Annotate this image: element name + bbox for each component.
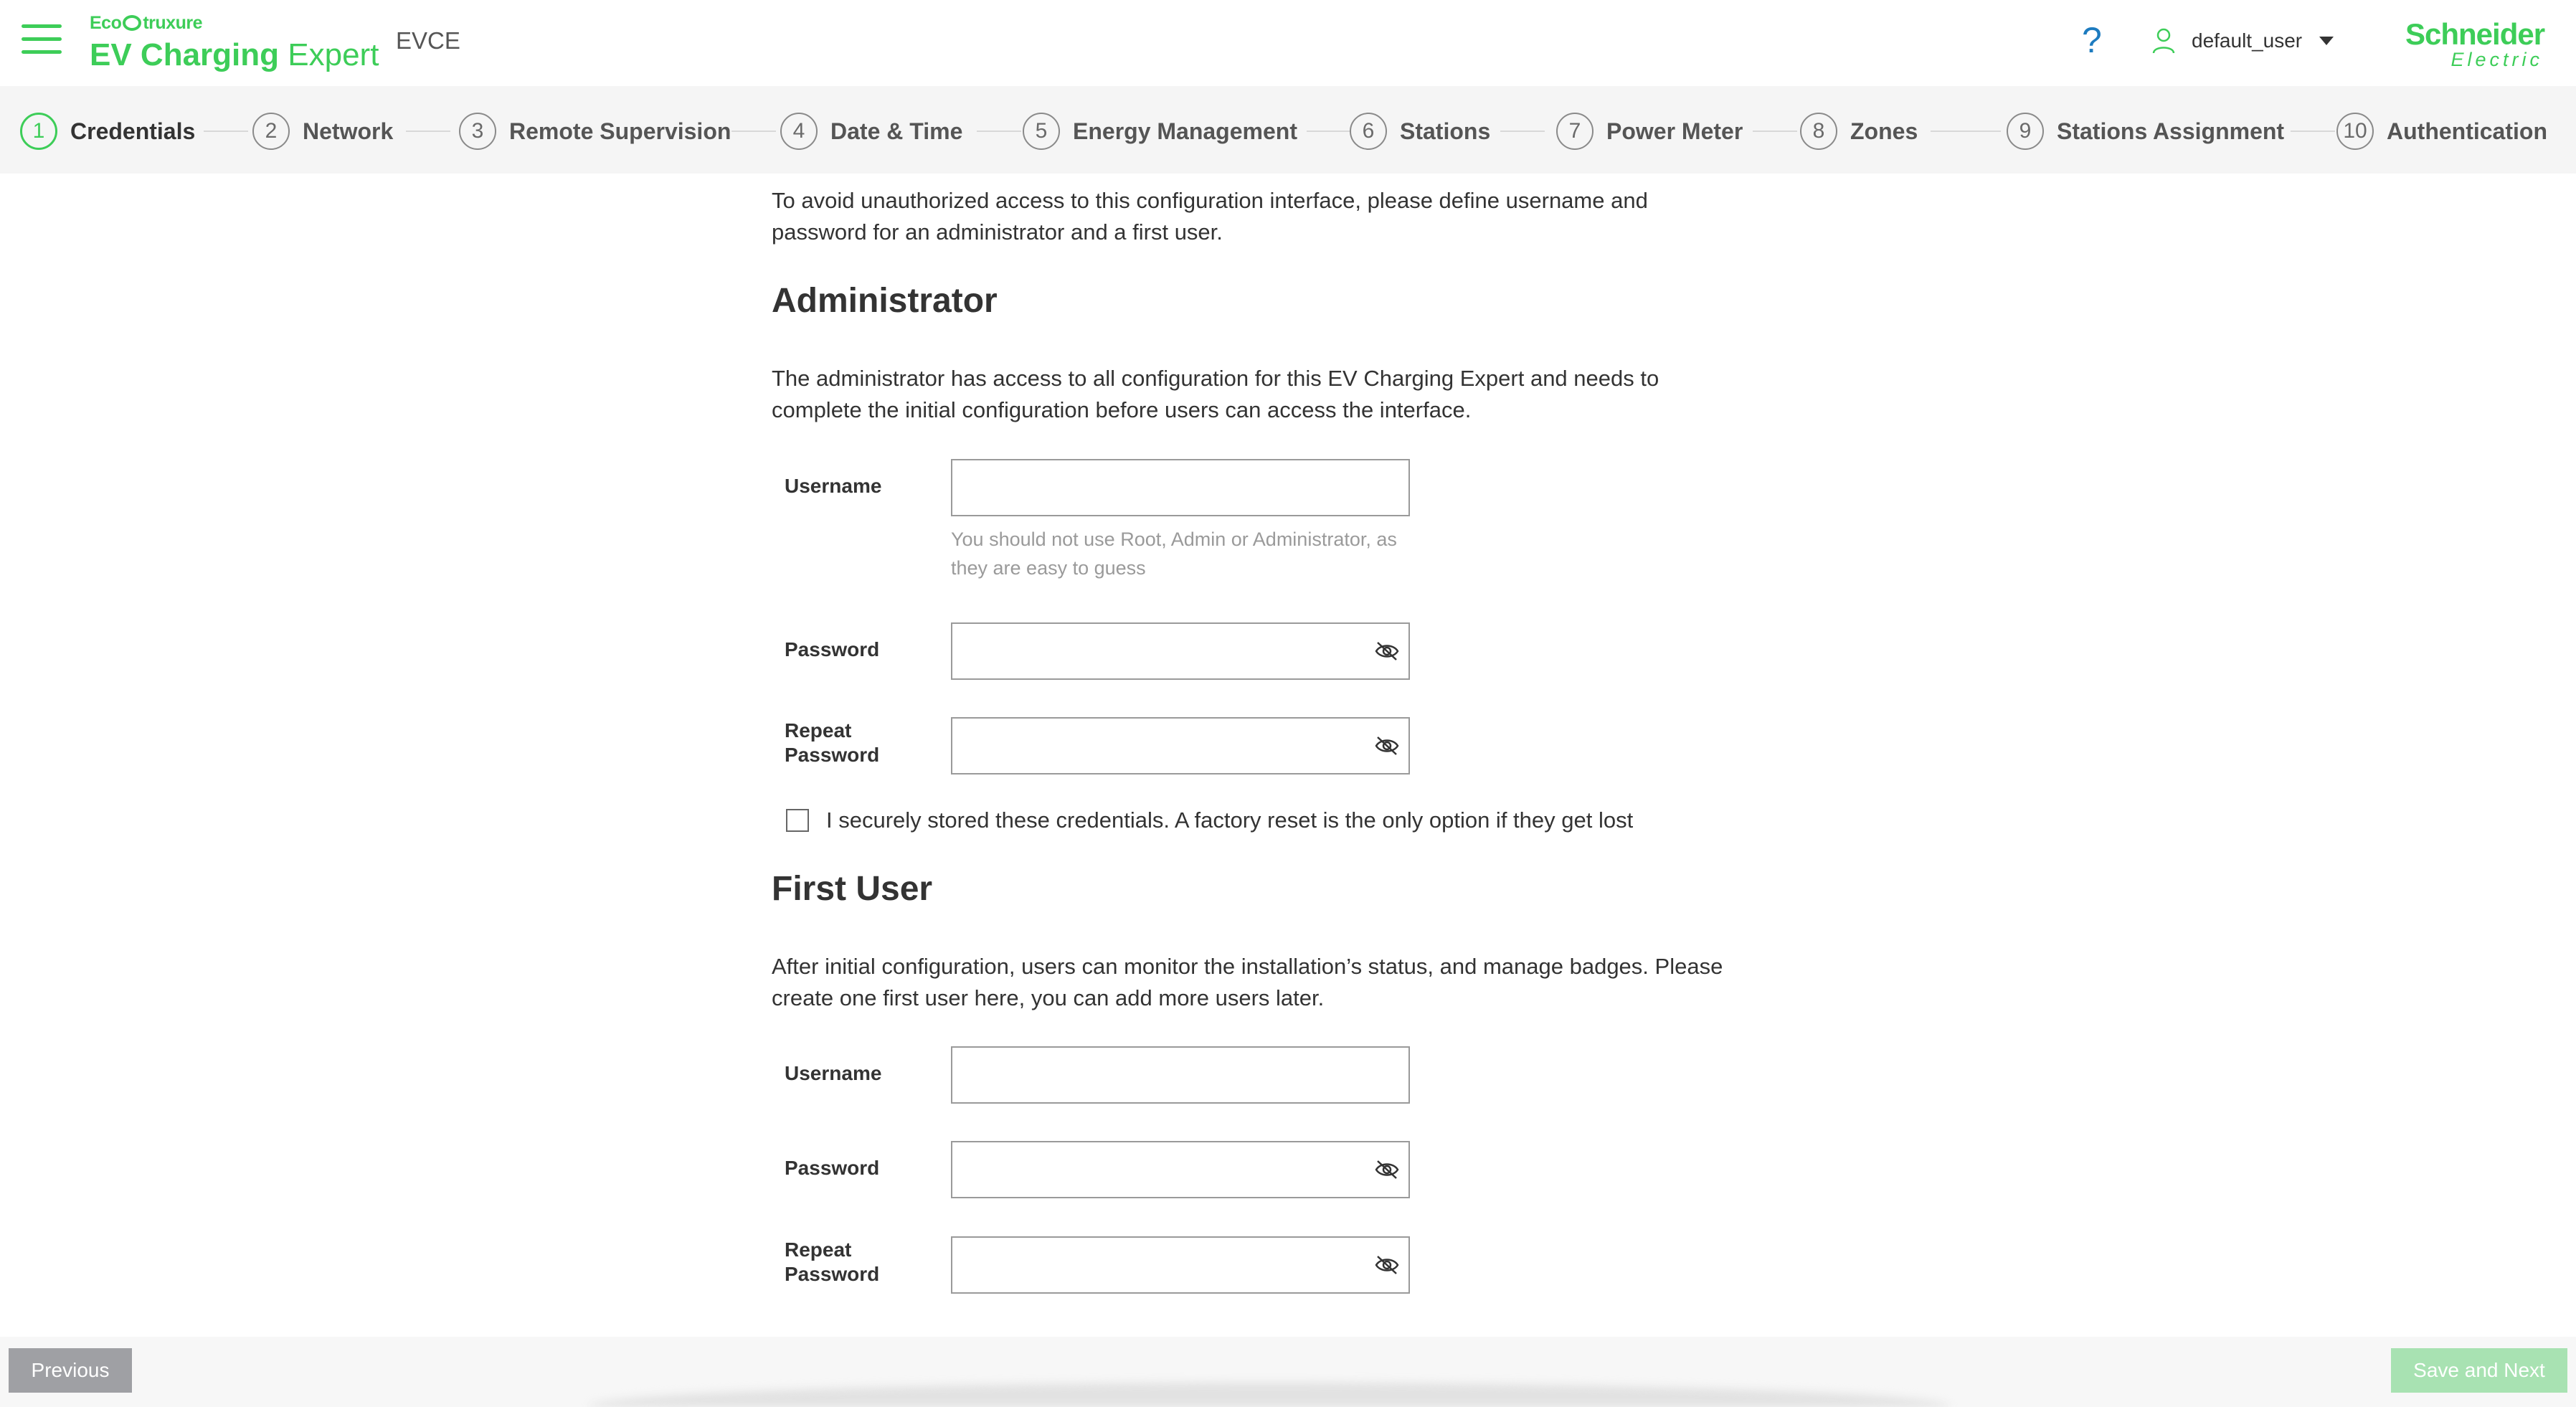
step-number: 6 (1350, 113, 1387, 150)
admin-password-label: Password (785, 638, 880, 660)
hamburger-menu-icon[interactable] (22, 23, 62, 56)
step-number: 8 (1800, 113, 1837, 150)
user-password-input[interactable] (951, 1141, 1410, 1198)
step-label: Authentication (2387, 118, 2547, 144)
step-number: 3 (459, 113, 496, 150)
first-user-title: First User (772, 870, 933, 908)
credentials-stored-label: I securely stored these credentials. A factory reset is the only option if they get lost (826, 807, 1634, 833)
admin-username-label: Username (785, 475, 882, 497)
user-icon (2151, 27, 2176, 55)
step-date-time[interactable] (780, 112, 962, 151)
step-number: 9 (2007, 113, 2044, 150)
step-label: Power Meter (1606, 118, 1743, 144)
step-number: 7 (1556, 113, 1594, 150)
step-number: 1 (20, 113, 57, 150)
step-power-meter[interactable] (1556, 112, 1743, 151)
admin-username-input[interactable] (951, 459, 1410, 516)
step-remote-supervision[interactable] (459, 112, 731, 151)
admin-username-hint: You should not use Root, Admin or Administrator, as they are easy to guess (951, 529, 1397, 579)
step-label: Stations Assignment (2057, 118, 2285, 144)
step-authentication[interactable] (2336, 112, 2547, 151)
step-energy-management[interactable] (1023, 112, 1297, 151)
admin-password-input[interactable] (951, 622, 1410, 680)
step-label: Remote Supervision (509, 118, 731, 144)
admin-repeat-password-input[interactable] (951, 717, 1410, 774)
eye-off-icon[interactable] (1373, 1155, 1401, 1184)
user-password-label: Password (785, 1157, 880, 1179)
step-zones[interactable] (1800, 112, 1918, 151)
eye-off-icon[interactable] (1373, 637, 1401, 665)
user-repeat-password-input[interactable] (951, 1236, 1410, 1294)
brand-eco-text: Eco truxure (90, 13, 202, 33)
user-repeat-password-label: Repeat Password (785, 1238, 880, 1285)
save-and-next-button[interactable]: Save and Next (2391, 1348, 2567, 1393)
app-code: EVCE (396, 27, 460, 54)
eye-off-icon[interactable] (1373, 731, 1401, 760)
wizard-stepper (0, 86, 2576, 174)
admin-repeat-password-label: Repeat Password (785, 719, 880, 766)
user-name: default_user (2192, 29, 2303, 52)
step-stations[interactable] (1350, 112, 1490, 151)
step-number: 10 (2336, 113, 2374, 150)
step-label: Date & Time (830, 118, 963, 144)
step-label: Energy Management (1073, 118, 1297, 144)
step-label: Network (303, 118, 394, 144)
caret-down-icon (2319, 37, 2334, 45)
schneider-electric-logo: Schneider Electric (2405, 17, 2545, 70)
step-label: Credentials (70, 118, 196, 144)
product-name: EV Charging Expert (90, 37, 379, 72)
first-user-description: After initial configuration, users can monitor the installation’s status, and manage badges. Please create one first user here, you can add more users later. (772, 954, 1723, 1010)
credentials-stored-checkbox[interactable] (786, 809, 809, 832)
administrator-description: The administrator has access to all configuration for this EV Charging Expert and needs to complete the initial configuration before users can access the interface. (772, 366, 1659, 422)
step-number: 2 (252, 113, 290, 150)
help-icon[interactable]: ? (2082, 20, 2102, 60)
eye-off-icon[interactable] (1373, 1251, 1401, 1279)
step-credentials[interactable] (20, 112, 195, 151)
user-username-input[interactable] (951, 1046, 1410, 1104)
step-stations-assignment[interactable] (2007, 112, 2284, 151)
step-label: Zones (1850, 118, 1918, 144)
step-network[interactable] (252, 112, 393, 151)
step-label: Stations (1400, 118, 1491, 144)
intro-text: To avoid unauthorized access to this configuration interface, please define username and password for an administrator and a first user. (772, 188, 1648, 245)
previous-button[interactable]: Previous (9, 1348, 132, 1393)
administrator-title: Administrator (772, 282, 998, 320)
step-number: 4 (780, 113, 818, 150)
step-number: 5 (1023, 113, 1060, 150)
top-header (0, 0, 2576, 86)
user-menu[interactable] (2151, 23, 2334, 59)
user-username-label: Username (785, 1062, 882, 1084)
